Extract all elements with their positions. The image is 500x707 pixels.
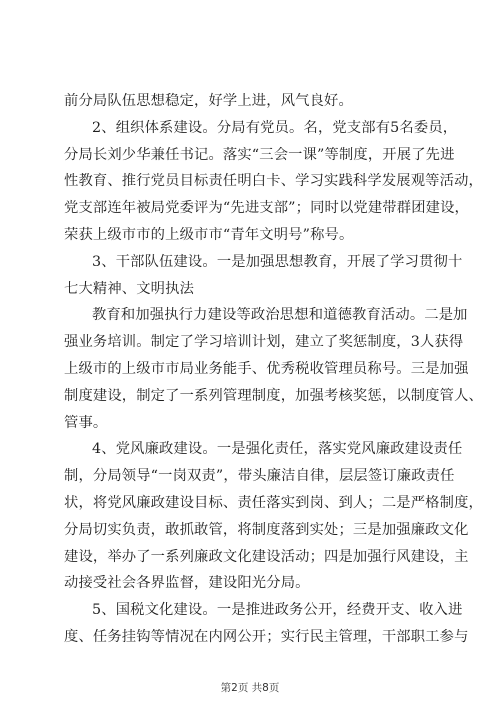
- page-footer: 第2页 共8页: [220, 682, 280, 694]
- text-line: 分局切实负责，敢抓敢管，将制度落到实处；三是加强廉政文化: [64, 521, 469, 538]
- text-line: 七大精神、文明执法: [64, 280, 195, 297]
- text-line: 前分局队伍思想稳定，好学上进，风气良好。: [64, 93, 353, 109]
- text-line: 上级市的上级市市局业务能手、优秀税收管理员称号。三是加强: [64, 360, 469, 377]
- text-line: 党支部连年被局党委评为“先进支部”；同时以党建带群团建设，: [64, 200, 469, 217]
- text-line: 制，分局领导“一岗双责”，带头廉洁自律，层层签订廉政责任: [64, 468, 455, 485]
- text-line: 制度建设，制定了一系列管理制度，加强考核奖惩，以制度管人、: [64, 387, 483, 404]
- text-line: 3、干部队伍建设。一是加强思想教育，开展了学习贯彻十: [92, 253, 463, 270]
- text-line: 荣获上级市市的上级市市“青年文明号”称号。: [64, 226, 354, 243]
- text-line: 管事。: [64, 414, 108, 431]
- text-line: 教育和加强执行力建设等政治思想和道德教育活动。二是加: [92, 307, 468, 324]
- text-line: 度、任务挂钩等情况在内网公开；实行民主管理，干部职工参与: [64, 628, 469, 645]
- text-line: 性教育、推行党员目标责任明白卡、学习实践科学发展观等活动，: [64, 173, 483, 190]
- document-body: [64, 88, 483, 651]
- text-line: 建设，举办了一系列廉政文化建设活动；四是加强行风建设，主: [64, 548, 469, 565]
- text-line: 5、国税文化建设。一是推进政务公开，经费开支、收入进: [92, 602, 463, 619]
- text-line: 分局长刘少华兼任书记。落实“三会一课”等制度，开展了先进: [64, 146, 455, 163]
- text-line: 动接受社会各界监督，建设阳光分局。: [64, 575, 310, 592]
- text-line: 2、组织体系建设。分局有党员。名，党支部有5名委员，: [92, 119, 458, 136]
- text-line: 状，将党风廉政建设目标、责任落实到岗、到人；二是严格制度，: [64, 494, 483, 511]
- text-line: 强业务培训。制定了学习培训计划，建立了奖惩制度，3人获得: [64, 334, 464, 351]
- text-line: 4、党风廉政建设。一是强化责任，落实党风廉政建设责任: [92, 441, 463, 458]
